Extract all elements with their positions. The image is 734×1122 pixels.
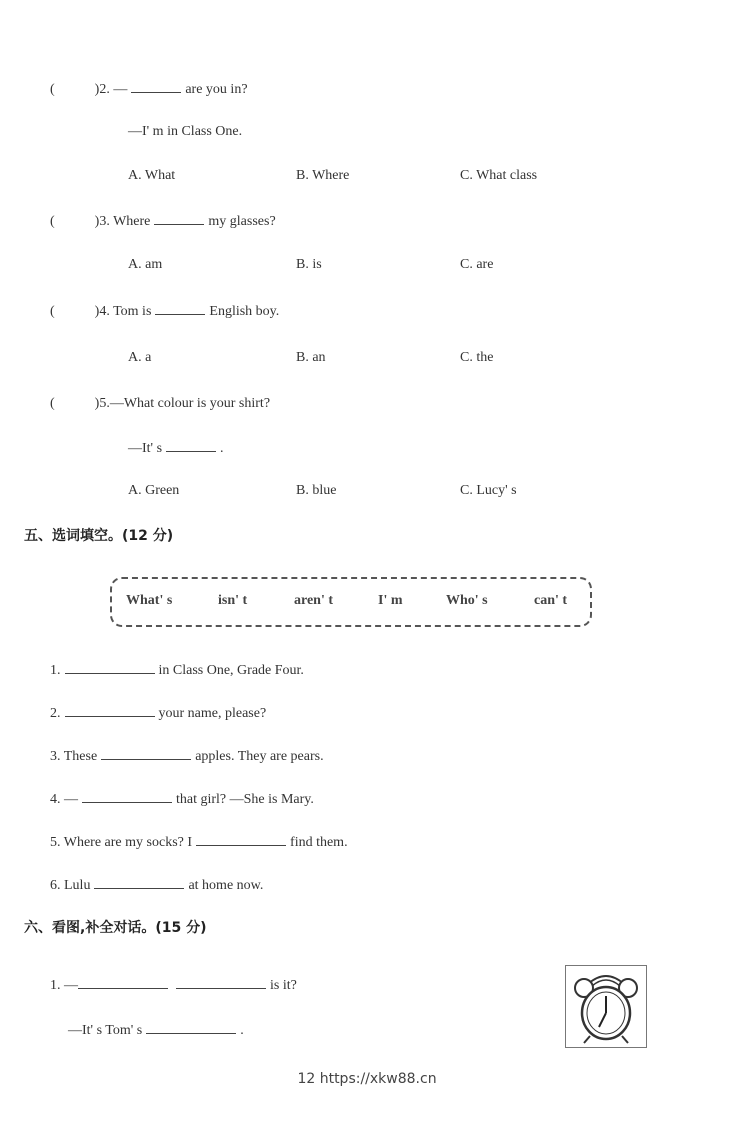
question-3 bbox=[50, 212, 276, 231]
option-a: A. What bbox=[128, 168, 176, 183]
paren: ( bbox=[50, 304, 55, 319]
answer-blank[interactable] bbox=[155, 302, 205, 315]
item-text: 3. These bbox=[50, 749, 98, 764]
question-reply bbox=[128, 439, 224, 458]
section-6-title: 六、看图,补全对话。(15 分) bbox=[24, 920, 207, 936]
question-number: 3. bbox=[99, 214, 110, 229]
option-c: C. Lucy' s bbox=[460, 483, 517, 498]
option-c: C. What class bbox=[460, 168, 538, 183]
answer-blank[interactable] bbox=[131, 80, 181, 93]
fill-item-5 bbox=[50, 833, 348, 852]
word-bank-item: Who' s bbox=[446, 593, 488, 608]
paren: ) bbox=[94, 82, 100, 97]
item-text: find them. bbox=[290, 835, 348, 850]
word-bank-item: can' t bbox=[534, 593, 568, 608]
item-text: 5. Where are my socks? I bbox=[50, 835, 193, 850]
item-text: 1. bbox=[50, 663, 61, 678]
question-2 bbox=[50, 80, 248, 99]
answer-blank[interactable] bbox=[176, 976, 266, 989]
answer-blank[interactable] bbox=[65, 661, 155, 674]
fill-item-6 bbox=[50, 876, 263, 895]
question-text: English boy. bbox=[209, 304, 280, 319]
item-text: 4. — bbox=[50, 792, 78, 807]
question-text: — bbox=[113, 82, 128, 97]
reply-text: . bbox=[220, 441, 224, 456]
option-a: A. am bbox=[128, 257, 163, 272]
question-text: Where bbox=[113, 214, 151, 229]
question-4 bbox=[50, 302, 279, 321]
question-number: 2. bbox=[99, 82, 110, 97]
question-number: 5. bbox=[99, 396, 110, 411]
dialogue-question bbox=[50, 976, 297, 995]
section-5-title: 五、选词填空。(12 分) bbox=[24, 528, 174, 544]
reply-text: —It' s bbox=[128, 441, 163, 456]
answer-blank[interactable] bbox=[154, 212, 204, 225]
item-text: apples. They are pears. bbox=[195, 749, 324, 764]
answer-blank[interactable] bbox=[65, 704, 155, 717]
item-text: at home now. bbox=[188, 878, 264, 893]
fill-item-4 bbox=[50, 790, 314, 809]
paren: ( bbox=[50, 214, 55, 229]
option-b: B. is bbox=[296, 257, 322, 272]
option-a: A. Green bbox=[128, 483, 180, 498]
answer-blank[interactable] bbox=[82, 790, 172, 803]
option-c: C. the bbox=[460, 350, 494, 365]
paren: ) bbox=[94, 214, 100, 229]
answer-blank[interactable] bbox=[78, 976, 168, 989]
answer-blank[interactable] bbox=[146, 1021, 236, 1034]
alarm-clock-icon bbox=[566, 966, 646, 1047]
word-bank bbox=[110, 577, 592, 627]
question-number: 4. bbox=[99, 304, 110, 319]
item-text: —It' s Tom' s bbox=[68, 1023, 143, 1038]
paren: ) bbox=[94, 396, 100, 411]
question-text: are you in? bbox=[185, 82, 248, 97]
item-text: 2. bbox=[50, 706, 61, 721]
paren: ( bbox=[50, 82, 55, 97]
fill-item-3 bbox=[50, 747, 324, 766]
answer-blank[interactable] bbox=[94, 876, 184, 889]
item-text: is it? bbox=[270, 978, 297, 993]
page-footer: 12 https://xkw88.cn bbox=[297, 1071, 437, 1087]
item-text: in Class One, Grade Four. bbox=[158, 663, 304, 678]
question-text: Tom is bbox=[113, 304, 152, 319]
paren: ( bbox=[50, 396, 55, 411]
question-text: —What colour is your shirt? bbox=[109, 396, 271, 411]
answer-blank[interactable] bbox=[166, 439, 216, 452]
question-5 bbox=[50, 395, 270, 413]
option-b: B. blue bbox=[296, 483, 337, 498]
item-text: 1. — bbox=[50, 978, 78, 993]
option-c: C. are bbox=[460, 257, 494, 272]
fill-item-2 bbox=[50, 704, 266, 723]
option-b: B. an bbox=[296, 350, 326, 365]
option-a: A. a bbox=[128, 350, 152, 365]
dialogue-answer bbox=[68, 1021, 244, 1040]
item-text: 6. Lulu bbox=[50, 878, 91, 893]
answer-blank[interactable] bbox=[196, 833, 286, 846]
fill-item-1 bbox=[50, 661, 304, 680]
word-bank-item: I' m bbox=[378, 593, 403, 608]
word-bank-item: What' s bbox=[126, 593, 173, 608]
item-text: that girl? —She is Mary. bbox=[176, 792, 314, 807]
paren: ) bbox=[94, 304, 100, 319]
option-b: B. Where bbox=[296, 168, 350, 183]
word-bank-item: aren' t bbox=[294, 593, 334, 608]
item-text: . bbox=[240, 1023, 244, 1038]
answer-blank[interactable] bbox=[101, 747, 191, 760]
item-text: your name, please? bbox=[158, 706, 267, 721]
question-text: my glasses? bbox=[208, 214, 276, 229]
question-reply: —I' m in Class One. bbox=[128, 124, 243, 139]
alarm-clock-picture bbox=[565, 965, 647, 1048]
word-bank-item: isn' t bbox=[218, 593, 248, 608]
